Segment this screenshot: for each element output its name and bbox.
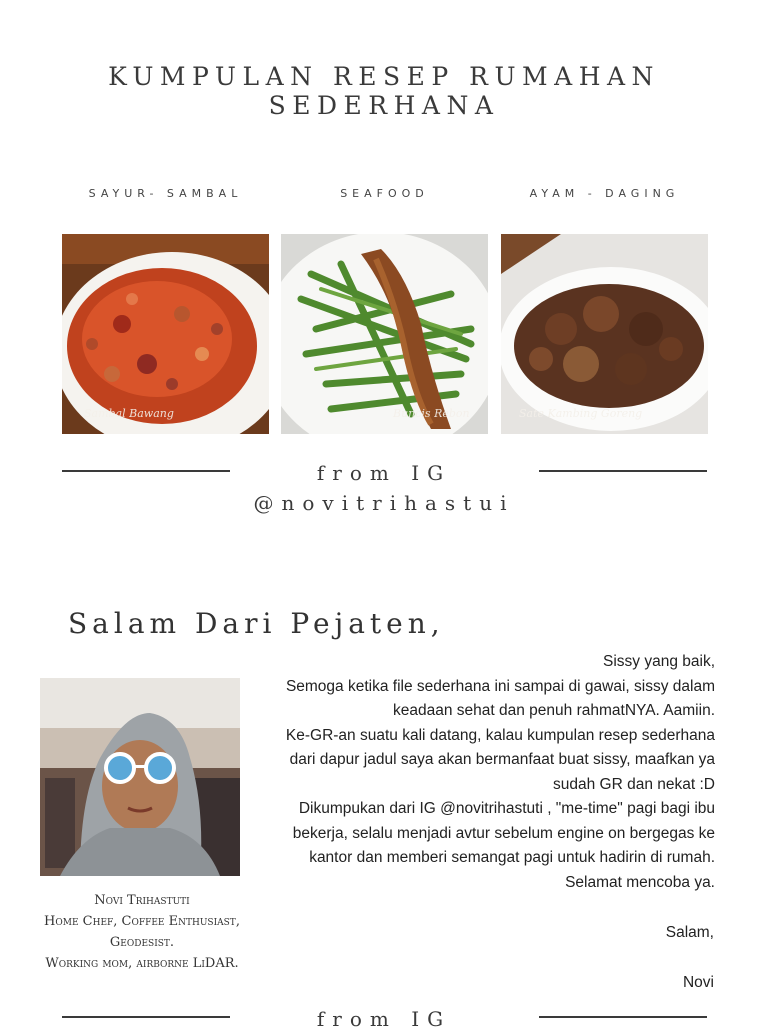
sambal-photo[interactable] [62, 234, 269, 434]
footer-source-label: from IG [316, 1007, 452, 1031]
profile-work: Working mom, airborne LiDAR. [45, 956, 239, 971]
letter-line: sudah GR dan nekat :D [553, 775, 715, 793]
letter-line: dari dapur jadul saya akan bermanfaat buat sissy, maafkan ya [289, 751, 715, 768]
letter-line: Sissy yang baik, [603, 653, 715, 670]
letter-line: Semoga ketika file sederhana ini sampai di gawai, sissy dalam [285, 677, 715, 695]
letter-body [250, 650, 715, 895]
profile-role2: Geodesist. [109, 935, 175, 950]
category-label-ayam-daging[interactable]: AYAM - DAGING [529, 187, 680, 200]
profile-avatar [40, 678, 240, 876]
profile-name: Novi Trihastuti [94, 893, 190, 908]
sate-photo[interactable] [501, 234, 708, 434]
letter-line: kantor dan memberi semangat pagi untuk hadirin di rumah. [309, 849, 715, 866]
buncis-caption: Buncis Rebon [393, 407, 470, 420]
letter-closing: Salam, [665, 924, 714, 941]
letter-line: keadaan sehat dan penuh rahmatNYA. Aamiin. [393, 702, 715, 719]
sate-caption: Sate Kambing Goreng [519, 407, 643, 420]
category-label-seafood[interactable]: SEAFOOD [340, 187, 429, 200]
buncis-photo[interactable] [281, 234, 488, 434]
profile-bio [22, 890, 262, 974]
profile-role: Home Chef, Coffee Enthusiast, [44, 914, 240, 929]
source-label: from IG [316, 461, 452, 485]
letter-line: Dikumpukan dari IG @novitrihastuti , "me-time" pagi bagi ibu [298, 800, 715, 817]
letter-line: bekerja, selalu menjadi avtur sebelum engine on bergegas ke [292, 824, 715, 842]
letter-line: Ke-GR-an suatu kali datang, kalau kumpulan resep sederhana [285, 726, 715, 744]
sambal-caption: Sambal Bawang [84, 407, 174, 420]
greeting-heading: Salam Dari Pejaten, [68, 607, 445, 640]
page-title: KUMPULAN RESEP RUMAHAN SEDERHANA [108, 62, 660, 120]
category-label-sayur-sambal[interactable]: SAYUR- SAMBAL [88, 187, 243, 200]
source-handle[interactable]: @novitrihastui [253, 491, 515, 515]
letter-line: Selamat mencoba ya. [565, 873, 715, 891]
letter-signature: Novi [682, 974, 714, 991]
